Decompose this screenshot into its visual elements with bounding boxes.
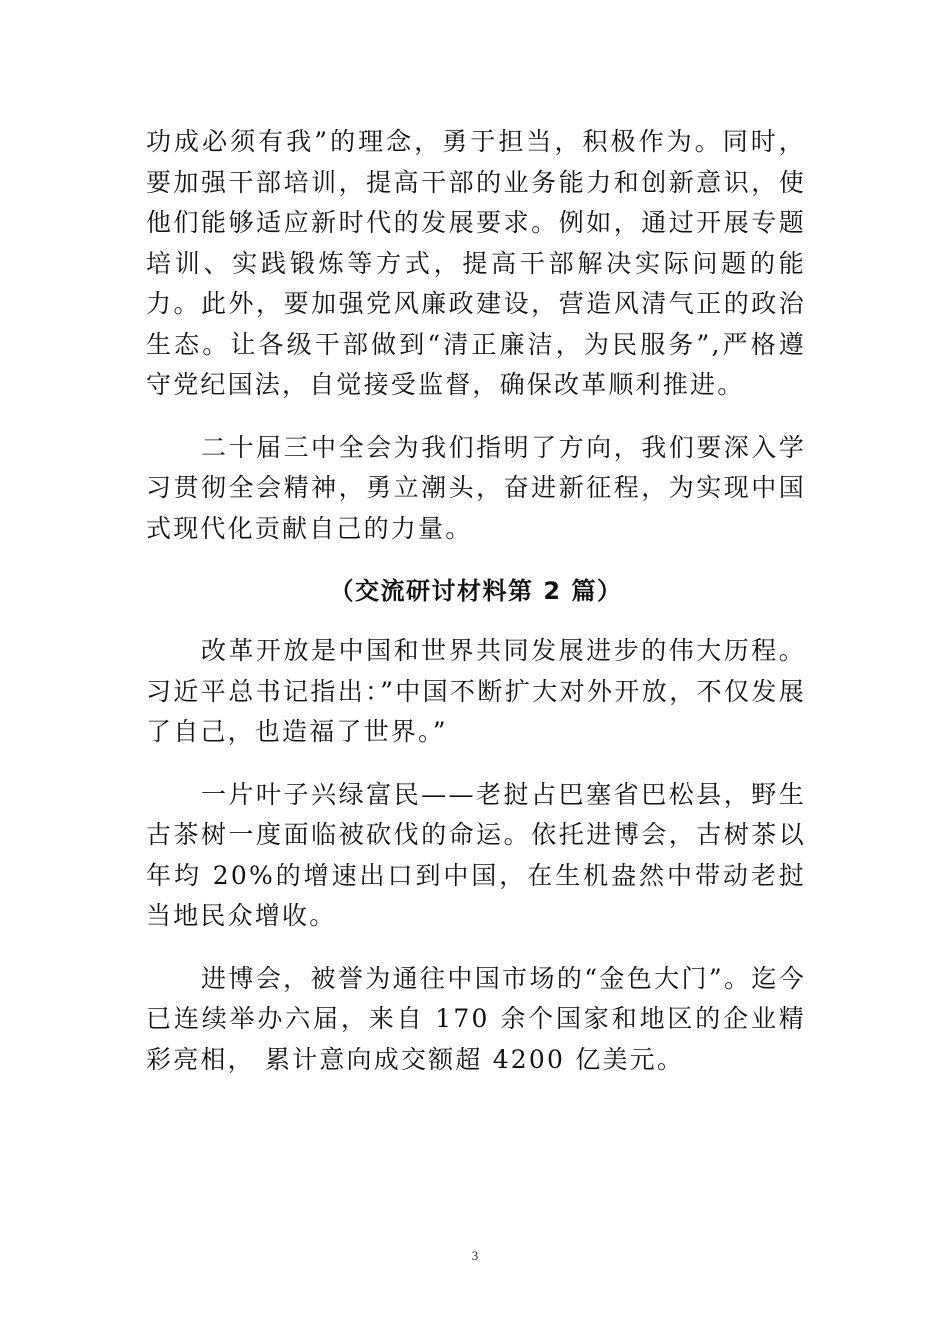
paragraph-reform-opening: 改革开放是中国和世界共同发展进步的伟大历程。习近平总书记指出：”中国不断扩大对外开放，不仅发展了自己，也造福了世界。” [146,636,806,746]
paragraph-expo: 进博会，被誉为通往中国市场的“金色大门”。迄今已连续举办六届，来自 170 余个国家和地区的企业精彩亮相， 累计意向成交额超 4200 亿美元。 [146,963,806,1074]
paragraph-tea-leaf: 一片叶子兴绿富民——老挝占巴塞省巴松县，野生古茶树一度面临被砍伐的命运。依托进博会，古树茶以年均 20%的增速出口到中国，在生机盎然中带动老挝当地民众增收。 [146,779,806,930]
paragraph-conclusion: 二十届三中全会为我们指明了方向，我们要深入学习贯彻全会精神，勇立潮头，奋进新征程，为实现中国式现代化贡献自己的力量。 [146,432,806,543]
section-heading: （交流研讨材料第 2 篇） [329,577,623,605]
document-body [146,122,806,1102]
page-number: 3 [471,1248,479,1263]
paragraph-continuation: 功成必须有我”的理念，勇于担当，积极作为。同时，要加强干部培训，提高干部的业务能力和创新意识，使他们能够适应新时代的发展要求。例如，通过开展专题培训、实践锻炼等方式，提高干部解决实际问题的能力。此外，要加强党风廉政建设，营造风清气正的政治生态。让各级干部做到“清正廉洁，为民服务”,严格遵守党纪国法，自觉接受监督，确保改革顺利推进。 [146,127,806,399]
